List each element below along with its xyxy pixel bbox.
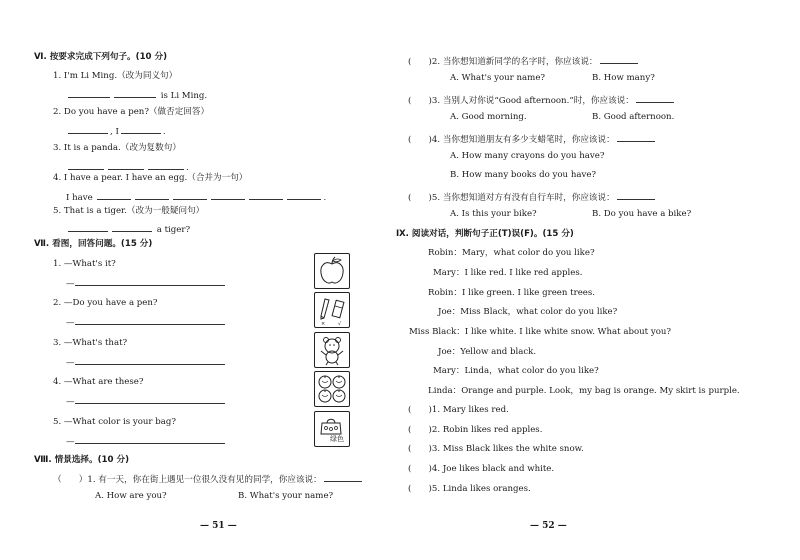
s8-q5-option-b: B. Do you have a bike? [592,209,692,219]
s7-question-4: 4. —What are these? [53,377,144,387]
judge-statement-4: ( )4. Joe likes black and white. [408,464,555,474]
s7-question-2: 2. —Do you have a pen? [53,298,158,308]
page-number-52: — 52 — [530,521,567,531]
dialogue-line: Linda：Orange and purple. Look，my bag is orange. My skirt is purple. [428,386,740,396]
dialogue-line: Mary：Linda，what color do you like? [433,366,599,376]
s6-question-3: 3. It is a panda.（改为复数句） [53,143,181,153]
apple-picture [314,253,350,289]
s7-answer-1: — [66,276,225,290]
s8-question-1: （ ）1. 有一天，你在街上遇见一位很久没有见的同学，你应该说： [53,472,364,486]
judge-statement-2: ( )2. Robin likes red apples. [408,425,543,435]
s8-q1-option-a: A. How are you? [95,491,167,501]
s8-q3-option-b: B. Good afternoon. [592,112,675,122]
s8-question-3: ( )3. 当别人对你说“Good afternoon.”时，你应该说： [408,93,676,107]
dialogue-line: Mary：I like red. I like red apples. [433,268,583,278]
section-6-title: Ⅵ. 按要求完成下列句子。(10 分) [34,52,168,62]
s6-answer-1: is Li Ming. [66,88,207,102]
s8-question-4: ( )4. 当你想知道朋友有多少支蜡笔时，你应该说： [408,132,657,146]
s7-answer-2: — [66,315,225,329]
s6-answer-4: I have . [66,190,326,204]
s7-question-5: 5. —What color is your bag? [53,417,176,427]
judge-statement-3: ( )3. Miss Black likes the white snow. [408,444,584,454]
s6-question-1: 1. I'm Li Ming.（改为同义句） [53,71,178,81]
svg-text:×: × [321,321,326,327]
section-8-title: Ⅷ. 情景选择。(10 分) [34,455,129,465]
s8-q2-option-a: A. What's your name? [450,73,546,83]
s6-question-4: 4. I have a pear. I have an egg.（合并为一句） [53,173,248,183]
svg-text:√: √ [338,321,342,327]
s8-q2-option-b: B. How many? [592,73,655,83]
section-7-title: Ⅶ. 看图，回答问题。(15 分) [34,239,153,249]
s7-answer-5: — [66,434,225,448]
s8-q4-option-b: B. How many books do you have? [450,170,597,180]
cartoon-bear-picture [314,332,350,368]
s6-question-2: 2. Do you have a pen?（做否定回答） [53,107,210,117]
bag-color-label: 绿色 [330,435,344,443]
judge-statement-1: ( )1. Mary likes red. [408,405,509,415]
s7-question-1: 1. —What's it? [53,259,116,269]
s7-answer-3: — [66,355,225,369]
right-page [396,0,800,560]
dialogue-line: Robin：Mary，what color do you like? [428,248,595,258]
dialogue-line: Robin：I like green. I like green trees. [428,288,596,298]
s6-answer-5: a tiger? [66,222,190,236]
section-9-title: Ⅸ. 阅读对话，判断句子正(T)误(F)。(15 分) [396,229,574,239]
s7-answer-4: — [66,394,225,408]
dialogue-line: Joe：Yellow and black. [438,347,537,357]
s8-q4-option-a: A. How many crayons do you have? [450,151,605,161]
dialogue-line: Joe：Miss Black，what color do you like? [438,307,618,317]
s6-question-5: 5. That is a tiger.（改为一般疑问句） [53,206,205,216]
pen-and-eraser-picture [314,292,350,328]
page-number-51: — 51 — [200,521,237,531]
dialogue-line: Miss Black：I like white. I like white snow. What about you? [409,327,672,337]
s8-q3-option-a: A. Good morning. [450,112,527,122]
s8-question-5: ( )5. 当你想知道对方有没有自行车时，你应该说： [408,190,657,204]
s6-answer-2: , I . [66,124,166,138]
oranges-picture [314,371,350,407]
s7-question-3: 3. —What's that? [53,338,128,348]
s8-question-2: ( )2. 当你想知道新同学的名字时，你应该说： [408,54,640,68]
s8-q1-option-b: B. What's your name? [238,491,334,501]
judge-statement-5: ( )5. Linda likes oranges. [408,484,531,494]
s8-q5-option-a: A. Is this your bike? [450,209,537,219]
s6-answer-3: . [66,160,189,174]
